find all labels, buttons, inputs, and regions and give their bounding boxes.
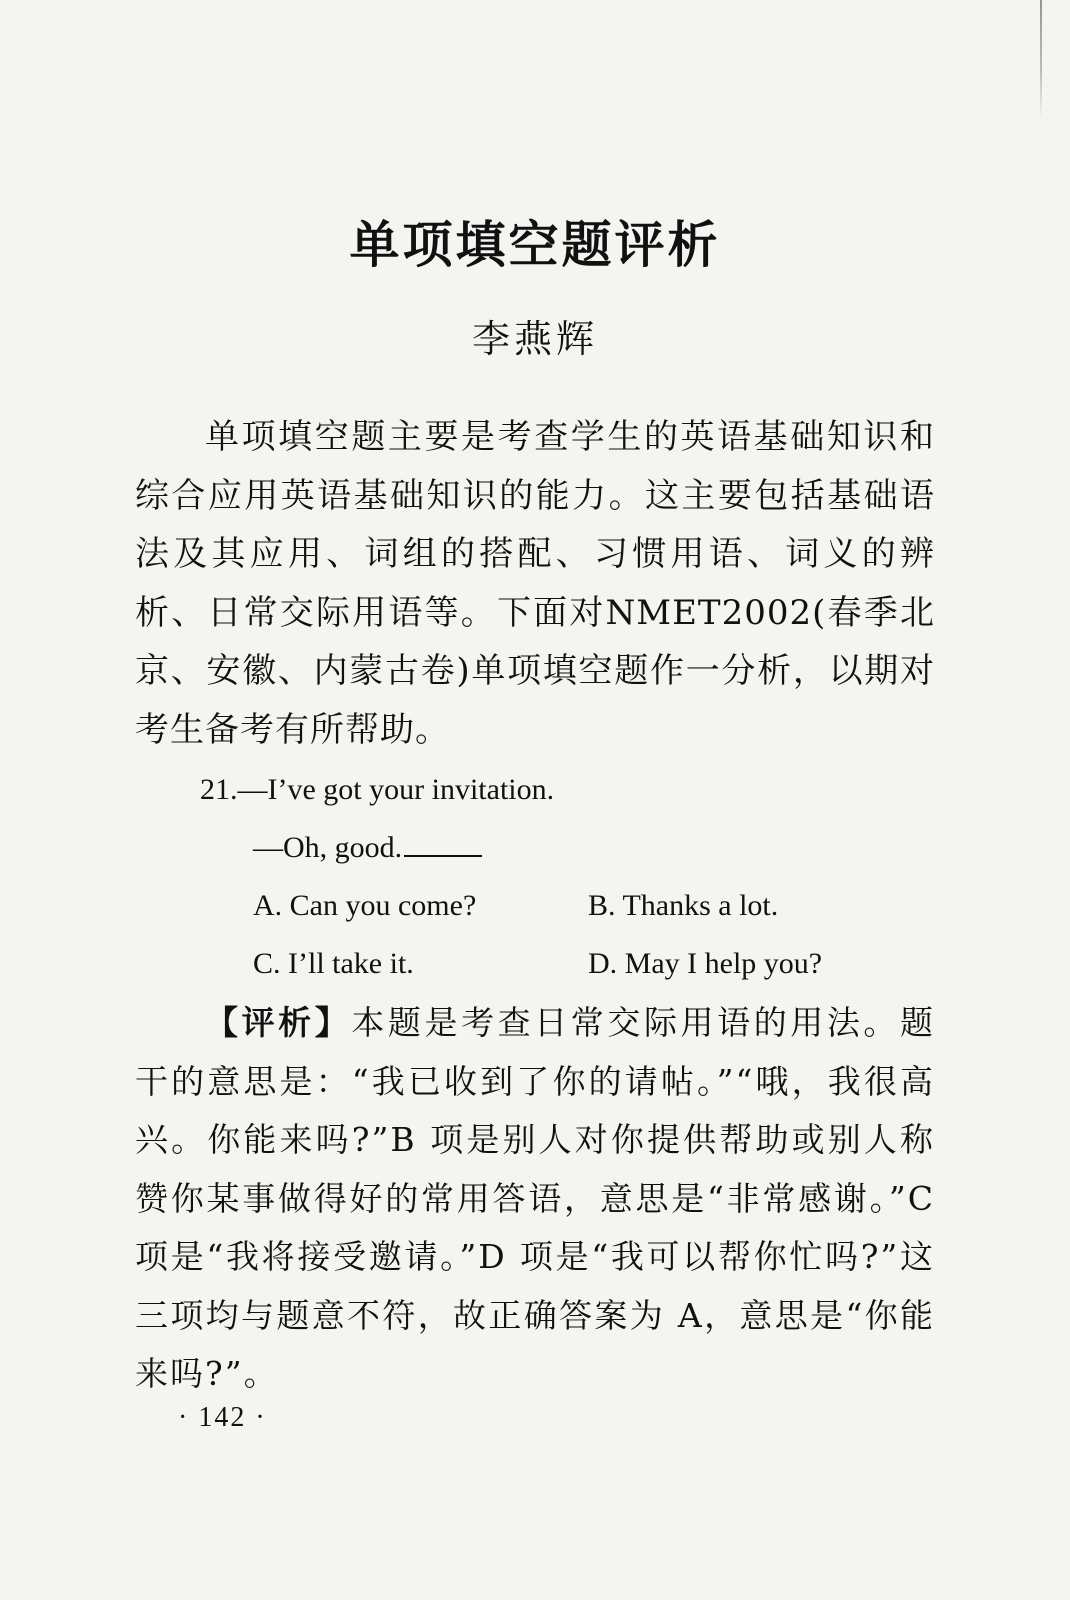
analysis-text: 本题是考查日常交际用语的用法。题干的意思是：“我已收到了你的请帖。”“哦，我很高兴。你能来吗?”B 项是别人对你提供帮助或别人称赞你某事做得好的常用答语，意思是“非常感谢。”C 项是“我将接受邀请。”D 项是“我可以帮你忙吗?”这三项均与题意不符，故正确答案为 A，意思是“你能来吗?”。 — [135, 1003, 936, 1393]
intro-paragraph: 单项填空题主要是考查学生的英语基础知识和综合应用英语基础知识的能力。这主要包括基础语法及其应用、词组的搭配、习惯用语、词义的辨析、日常交际用语等。下面对NMET2002(春季北京、安徽、内蒙古卷)单项填空题作一分析，以期对考生备考有所帮助。 — [135, 417, 935, 750]
question-reply-text: —Oh, good. — [253, 831, 403, 864]
analysis-paragraph — [135, 994, 935, 1404]
option-d: D. May I help you? — [588, 947, 823, 980]
option-a: A. Can you come? — [253, 889, 477, 922]
question-reply — [253, 830, 482, 866]
option-b: B. Thanks a lot. — [588, 889, 779, 922]
article-author: 李燕辉 — [471, 317, 598, 361]
page-number: · 142 · — [178, 1402, 267, 1433]
answer-blank — [404, 831, 482, 857]
article-title: 单项填空题评析 — [349, 215, 721, 274]
option-c: C. I’ll take it. — [253, 947, 414, 980]
page-edge-mark — [1040, 0, 1042, 120]
analysis-tag: 【评析】 — [205, 1003, 352, 1042]
question-stem: 21.—I’ve got your invitation. — [200, 773, 555, 806]
